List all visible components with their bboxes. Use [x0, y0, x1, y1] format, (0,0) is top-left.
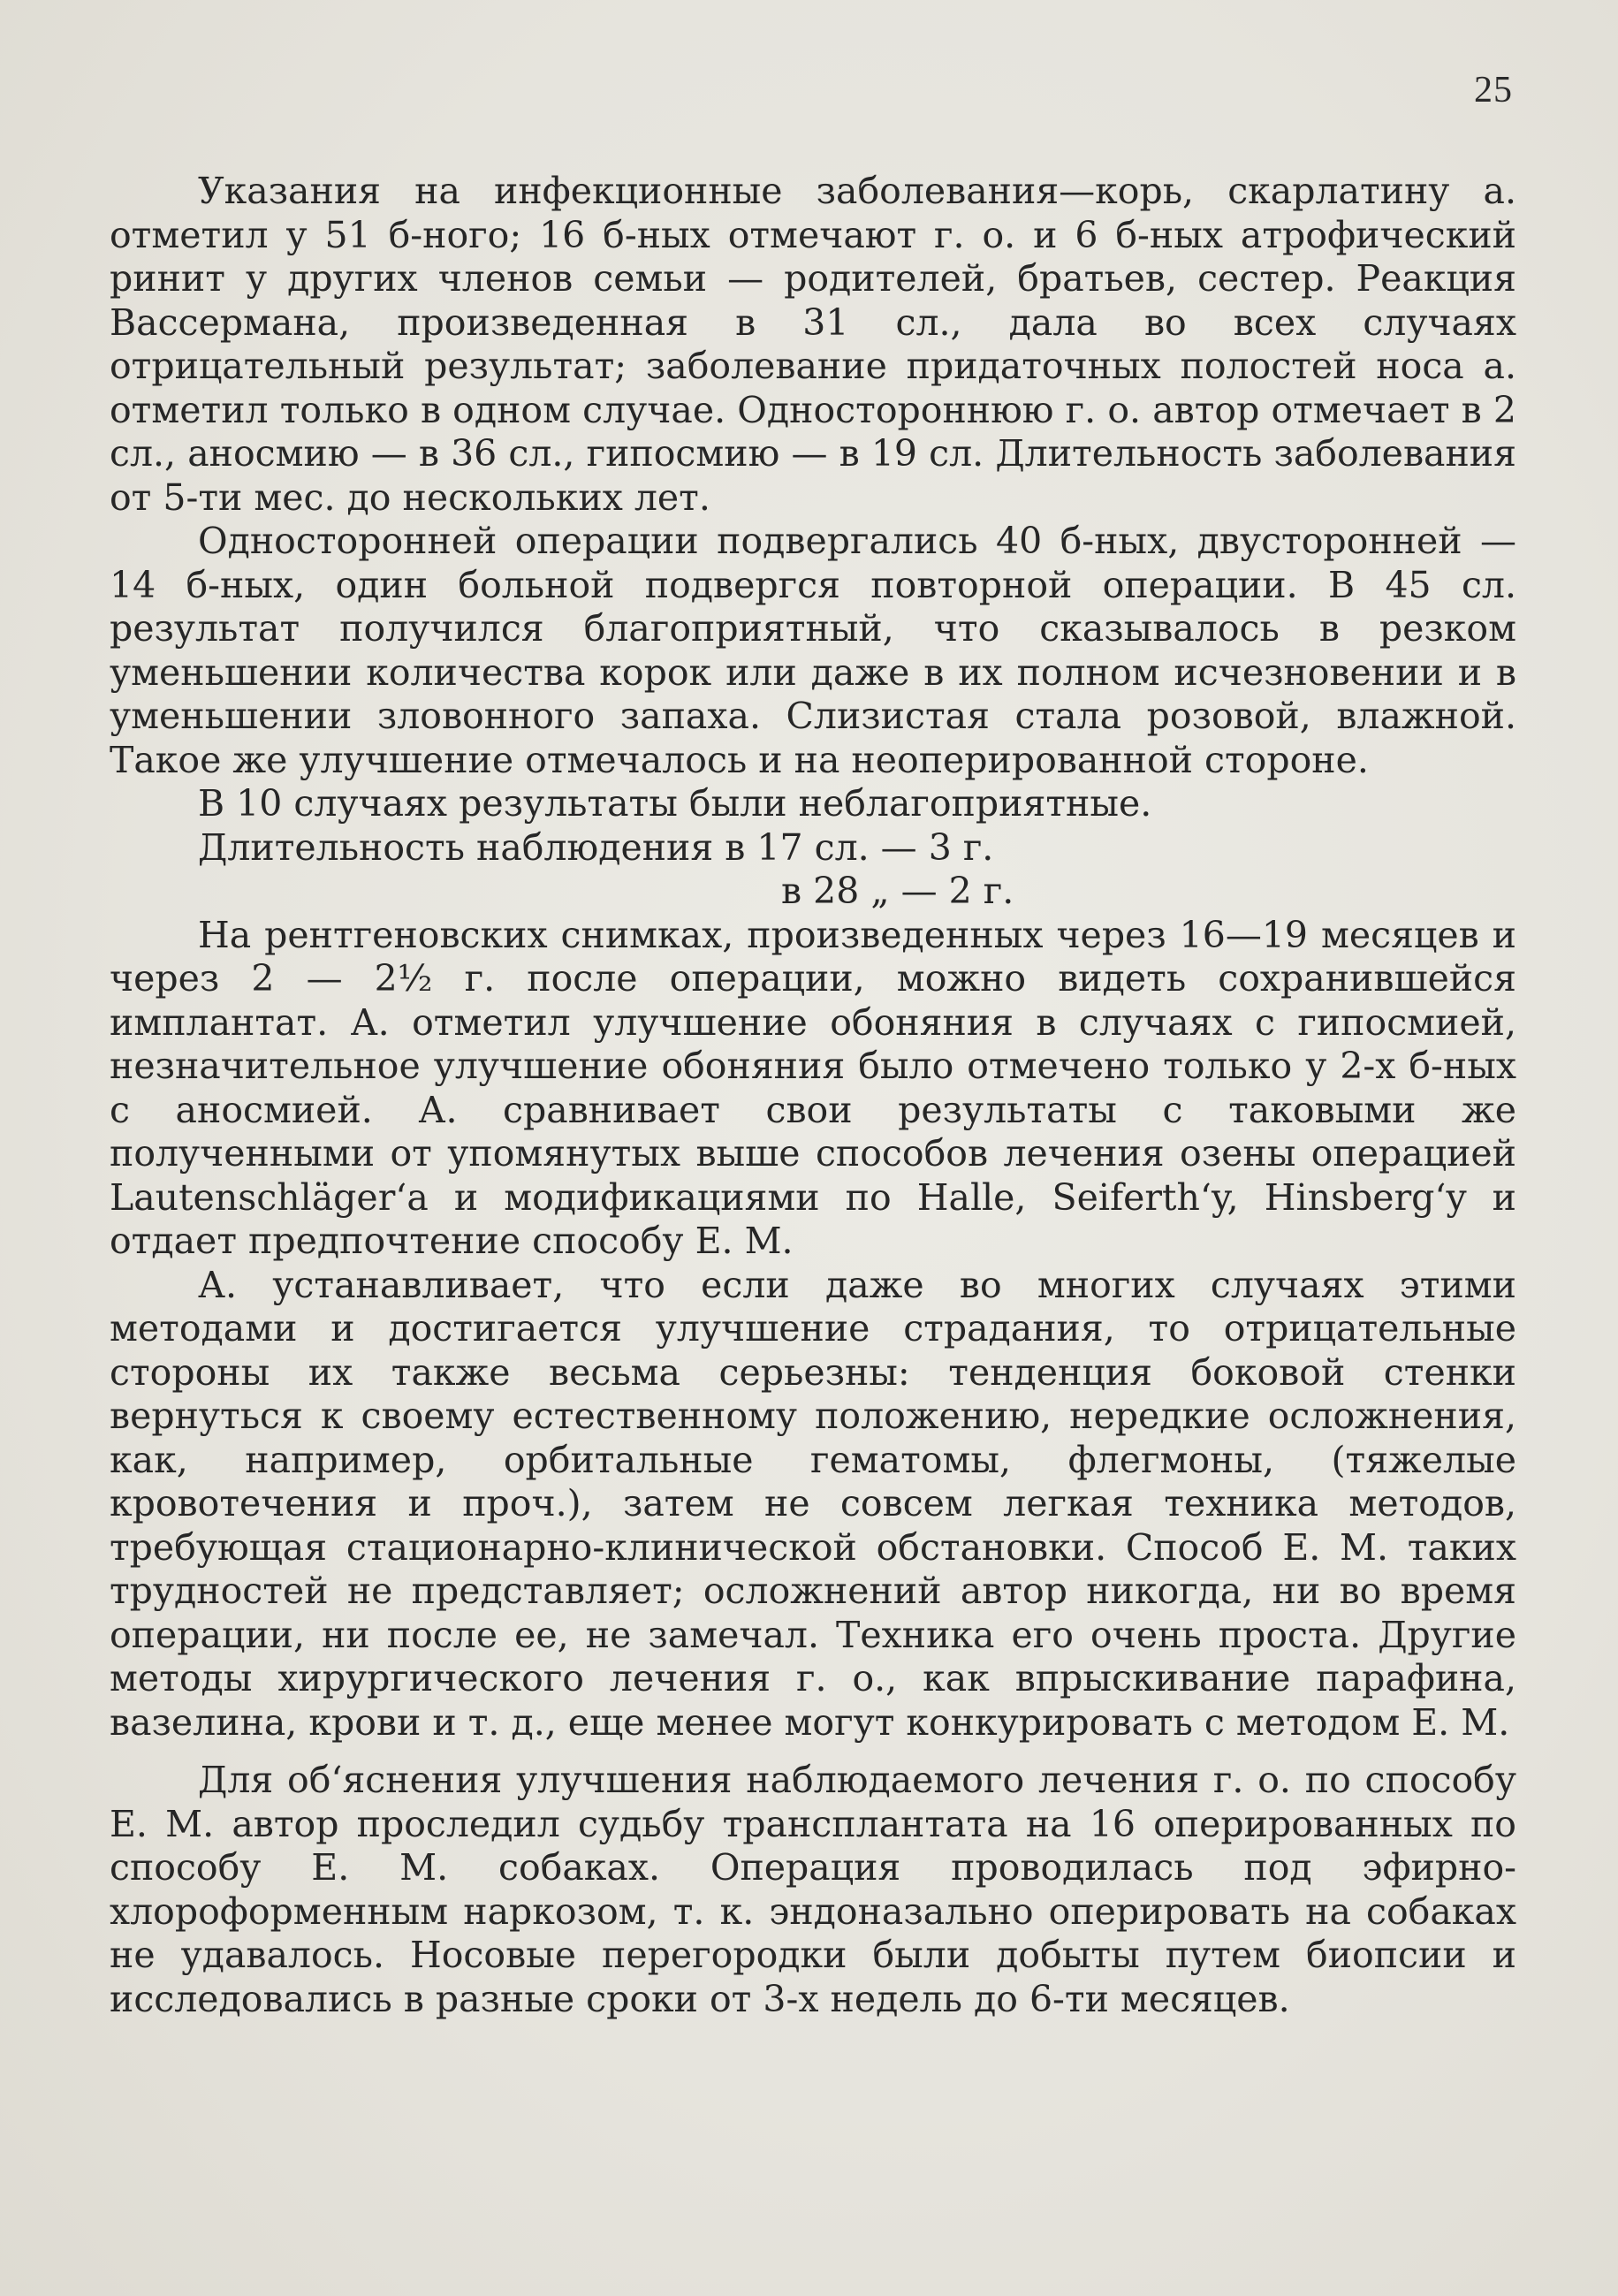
paragraph-operations: Односторонней операции подвергались 40 б-ных, двусторонней — 14 б-ных, один больной подвергся повторной операции. В 45 сл. результат получился благоприятный, что сказывалось в резком уменьшении количества корок или даже в их полном исчезновении и в уменьшении зловонного запаха. Слизистая стала розовой, влажной. Такое же улучшение отмечалось и на неоперированной стороне. [110, 520, 1516, 781]
paragraph-comparison: А. устанавливает, что если даже во многих случаях этими методами и достигается улучшение страдания, то отрицательные стороны их также весьма серьезны: тенденция боковой стенки вернуться к своему естественному положению, нередкие осложнения, как, например, орбитальные гематомы, флегмоны, (тяжелые кровотечения и проч.), затем не совсем легкая техника методов, требующая стационарно-клинической обстановки. Способ Е. М. таких трудностей не представляет; осложнений автор никогда, ни во время операции, ни после ее, не замечал. Техника его очень проста. Другие методы хирургического лечения г. о., как впрыскивание парафина, вазелина, крови и т. д., еще менее могут конкурировать с методом Е. М. [110, 1263, 1516, 1744]
paragraph-infections: Указания на инфекционные заболевания—корь, скарлатину а. отметил у 51 б-ного; 16 б-ных отмечают г. о. и 6 б-ных атрофический ринит у других членов семьи — родителей, братьев, сестер. Реакция Вассермана, произведенная в 31 сл., дала во всех случаях отрицательный результат; заболевание придаточных полостей носа а. отметил только в одном случае. Одностороннюю г. о. автор отмечает в 2 сл., аносмию — в 36 сл., гипосмию — в 19 сл. Длительность заболевания от 5-ти мес. до нескольких лет. [110, 170, 1516, 519]
paragraph-dog-study: Для об‘яснения улучшения наблюдаемого лечения г. о. по способу Е. М. автор проследил судьбу трансплантата на 16 оперированных по способу Е. М. собаках. Операция проводилась под эфирно-хлороформенным наркозом, т. к. эндоназально оперировать на собаках не удавалось. Носовые перегородки были добыты путем биопсии и исследовались в разные сроки от 3-х недель до 6-ти месяцев. [110, 1759, 1516, 2020]
observation-duration-line-1: Длительность наблюдения в 17 сл. — 3 г. [198, 825, 994, 869]
paragraph-unfavorable: В 10 случаях результаты были неблагоприятные. [198, 782, 1152, 825]
body-text [110, 170, 1516, 2021]
page-number: 25 [1474, 70, 1513, 110]
observation-duration-line-2: в 28 „ — 2 г. [781, 870, 1014, 912]
paragraph-xray: На рентгеновских снимках, произведенных через 16—19 месяцев и через 2 — 2½ г. после операции, можно видеть сохранившейся имплантат. А. отметил улучшение обоняния в случаях с гипосмией, незначительное улучшение обоняния было отмечено только у 2-х б-ных с аносмией. А. сравнивает свои результаты с таковыми же полученными от упомянутых выше способов лечения озены операцией Lautenschläger‘a и модификациями по Halle, Seiferth‘y, Hinsberg‘y и отдает предпочтение способу Е. М. [110, 913, 1516, 1262]
